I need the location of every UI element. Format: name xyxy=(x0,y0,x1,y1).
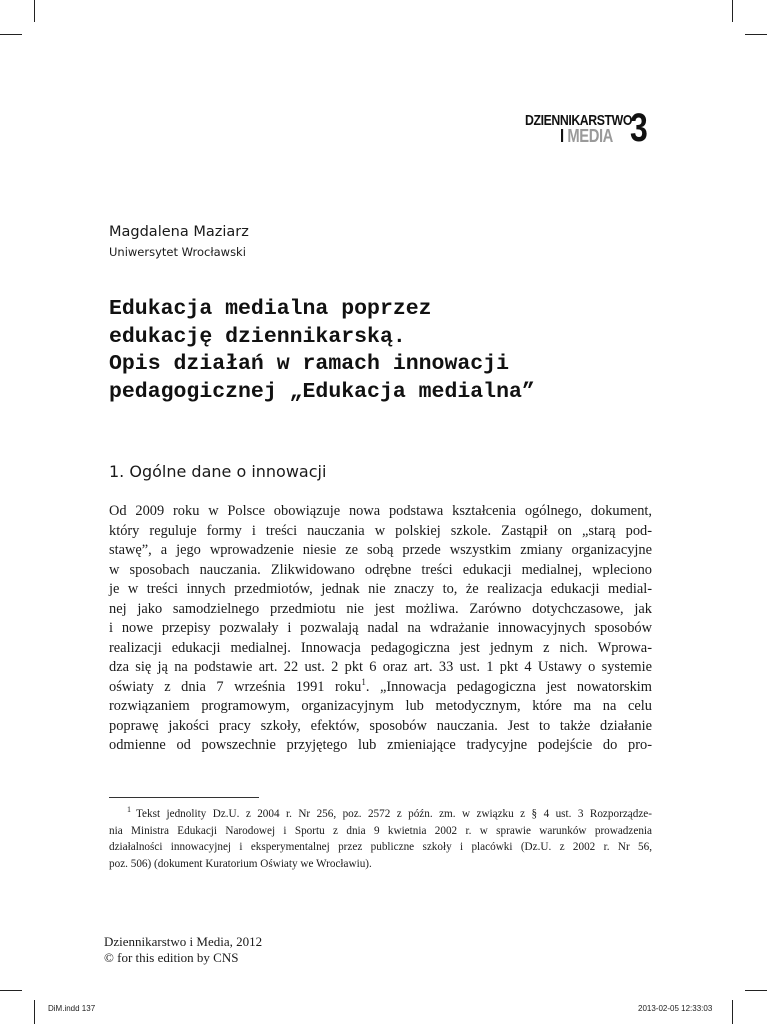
footnote-divider xyxy=(109,797,259,798)
body-line: stawę”, a jego wprowadzenie niesie ze sobą przede wszystkim zmiany organizacyjne xyxy=(109,542,652,558)
crop-mark-top-right xyxy=(732,0,733,22)
body-line: i nowe przepisy pozwalały i pozwalają nadal na wdrażanie innowacyjnych sposobów xyxy=(109,620,652,636)
body-text-segment: oświaty z dnia 7 września 1991 roku xyxy=(109,678,362,695)
body-paragraph xyxy=(109,502,652,756)
section-heading: 1. Ogólne dane o innowacji xyxy=(109,462,327,481)
journal-logo xyxy=(515,106,655,150)
footnote-line: poz. 506) (dokument Kuratorium Oświaty we Wrocławiu). xyxy=(109,857,372,870)
body-line: który reguluje formy i treści nauczania w polskiej szkole. Zastąpił on „starą pod- xyxy=(109,522,652,539)
crop-mark-bottom-right-h xyxy=(745,990,767,991)
body-line: nej jako samodzielnego przedmiotu nie jest możliwa. Zarówno dotychczasowe, jak xyxy=(109,600,652,617)
footnote xyxy=(109,806,652,872)
logo-media: MEDIA xyxy=(567,126,613,146)
logo-issue-number: 3 xyxy=(630,106,648,150)
body-line: je w treści innych przedmiotów, jednak nie znaczy to, że realizacja edukacji medial- xyxy=(109,581,652,597)
author-affiliation: Uniwersytet Wrocławski xyxy=(109,245,246,259)
body-line: realizacji edukacji medialnej. Innowacja pedagogiczna jest jednym z nich. Wprowa- xyxy=(109,639,652,656)
body-line: dza się ją na podstawie art. 22 ust. 2 pkt 6 oraz art. 33 ust. 1 pkt 4 Ustawy o systemie xyxy=(109,659,652,675)
colophon xyxy=(104,934,262,966)
crop-mark-bottom-left xyxy=(34,1000,35,1024)
logo-line2 xyxy=(560,126,613,147)
body-text-segment: . „Innowacja pedagogiczna jest nowatorskim xyxy=(365,678,652,695)
body-line-with-footnote-ref xyxy=(109,678,652,698)
crop-mark-bottom-left-h xyxy=(0,990,22,991)
logo-line1: DZIENNIKARSTWO xyxy=(525,112,633,129)
print-slug-file: DiM.indd 137 xyxy=(48,1004,96,1013)
crop-mark-top-left xyxy=(34,0,35,22)
crop-mark-bottom-right xyxy=(732,1000,733,1024)
logo-prefix: I xyxy=(560,126,564,146)
title-line: pedagogicznej „Edukacja medialna” xyxy=(109,379,535,404)
colophon-copyright: © for this edition by CNS xyxy=(104,950,239,965)
footnote-text: Tekst jednolity Dz.U. z 2004 r. Nr 256, poz. 2572 z późn. zm. w związku z § 4 ust. 3 Rozporządze- xyxy=(136,808,652,820)
body-line: odmienne od powszechnie przyjętego lub zmieniające tradycyjne podejście do pro- xyxy=(109,737,652,753)
title-line: Edukacja medialna poprzez xyxy=(109,297,432,321)
body-line: rozwiązaniem programowym, organizacyjnym lub metodycznym, które ma na celu xyxy=(109,698,652,714)
crop-mark-top-left-h xyxy=(0,34,22,35)
body-line: w sposobach nauczania. Zlikwidowano odrębne treści edukacji medialnej, wpleciono xyxy=(109,561,652,578)
footnote-marker: 1 xyxy=(127,805,131,815)
footnote-reference[interactable]: 1 xyxy=(361,676,366,687)
footnote-line: nia Ministra Edukacji Narodowej i Sportu z dnia 9 kwietnia 2002 r. w sprawie warunków prowadzenia xyxy=(109,824,652,837)
title-line: edukację dziennikarską. xyxy=(109,324,406,349)
body-line: Od 2009 roku w Polsce obowiązuje nowa podstawa kształcenia ogólnego, dokument, xyxy=(109,503,652,519)
colophon-journal: Dziennikarstwo i Media, 2012 xyxy=(104,934,263,949)
footnote-line xyxy=(109,806,652,823)
footnote-line: działalności innowacyjnej i eksperymentalnej przez publiczne szkoły i placówki (Dz.U. z 2002 r. Nr 56, xyxy=(109,841,652,853)
author-name: Magdalena Maziarz xyxy=(109,224,249,240)
body-line: poprawę jakości pracy szkoły, efektów, sposobów nauczania. Jest to także działanie xyxy=(109,717,652,734)
title-line: Opis działań w ramach innowacji xyxy=(109,352,509,376)
article-title xyxy=(109,296,669,406)
crop-mark-top-right-h xyxy=(745,34,767,35)
print-slug-timestamp: 2013-02-05 12:33:03 xyxy=(638,1004,713,1013)
